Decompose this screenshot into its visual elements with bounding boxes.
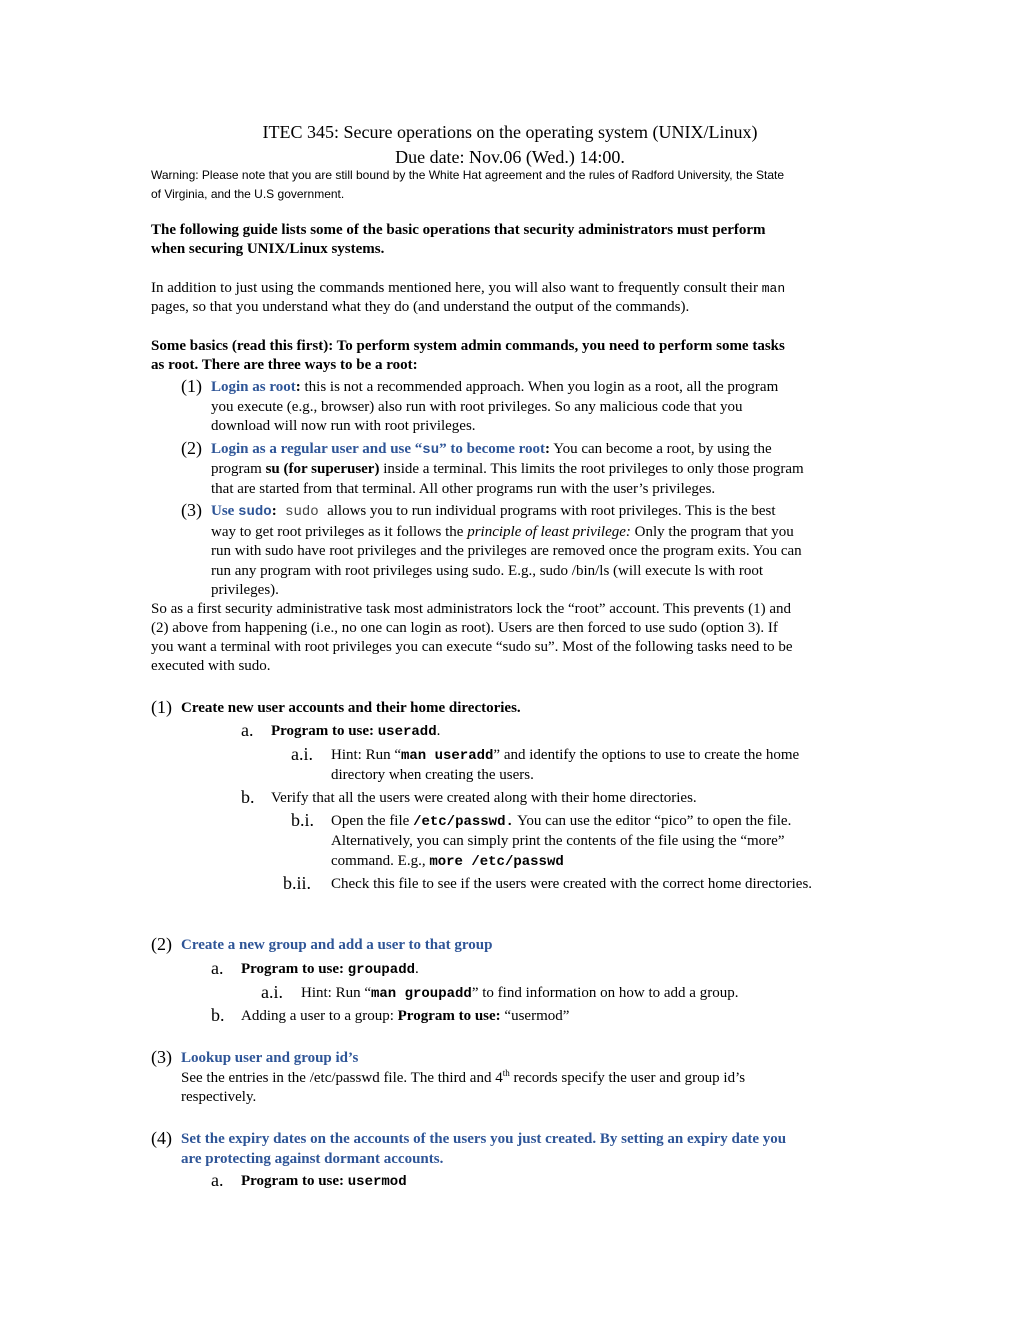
- task2-number: (2): [151, 934, 172, 954]
- basics-item1-number: (1): [181, 376, 202, 396]
- guide-line-2: when securing UNIX/Linux systems.: [151, 241, 385, 257]
- task4-a-label: a.: [211, 1170, 224, 1190]
- task2-a-text: Program to use: groupadd.: [241, 961, 419, 978]
- task1-ai-line1: Hint: Run “man useradd” and identify the options to use to create the home: [331, 747, 800, 764]
- task1-bii-text: Check this file to see if the users were created with the correct home directories.: [331, 876, 813, 892]
- summary-line-3: you want a terminal with root privileges you can execute “sudo su”. Most of the following tasks need to be: [151, 639, 793, 655]
- task1-bi-line1: Open the file /etc/passwd. You can use the editor “pico” to open the file.: [331, 813, 792, 830]
- page-title: ITEC 345: Secure operations on the operating system (UNIX/Linux): [262, 122, 758, 142]
- basics-item3-line2: way to get root privileges as it follows the principle of least privilege: Only the program that you: [211, 524, 794, 540]
- basics-item2-number: (2): [181, 438, 202, 458]
- task4-title-2: are protecting against dormant accounts.: [181, 1151, 444, 1167]
- task2-title: Create a new group and add a user to that group: [181, 937, 493, 953]
- task4-a-text: Program to use: usermod: [241, 1173, 407, 1190]
- task1-b-label: b.: [241, 787, 255, 807]
- task2-b-label: b.: [211, 1005, 225, 1025]
- task1-bii-label: b.ii.: [283, 873, 312, 893]
- summary-line-1: So as a first security administrative task most administrators lock the “root” account. This prevents (1) and: [151, 601, 791, 617]
- man-code: man: [761, 281, 786, 296]
- task3-line1: See the entries in the /etc/passwd file. The third and 4th records specify the user and group id’s: [181, 1068, 746, 1086]
- task1-bi-label: b.i.: [291, 810, 315, 830]
- basics-item2-line2: program su (for superuser) inside a terminal. This limits the root privileges to only those program: [211, 461, 804, 477]
- task1-ai-line2: directory when creating the users.: [331, 767, 534, 783]
- summary-line-2: (2) above from happening (i.e., no one can login as root). Users are then forced to use sudo (option 3). If: [151, 620, 778, 636]
- summary-line-4: executed with sudo.: [151, 658, 271, 674]
- task1-number: (1): [151, 697, 172, 717]
- guide-line-1: The following guide lists some of the basic operations that security administrators must perform: [151, 222, 766, 238]
- task3-line2: respectively.: [181, 1089, 257, 1105]
- basics-heading-2: as root. There are three ways to be a root:: [151, 357, 418, 373]
- basics-item3-line5: privileges).: [211, 582, 279, 598]
- basics-item3-line3: run with sudo have root privileges and the privileges are removed once the program exits. You can: [211, 543, 802, 559]
- due-date: Due date: Nov.06 (Wed.) 14:00.: [395, 147, 625, 167]
- task3-title: Lookup user and group id’s: [181, 1050, 359, 1066]
- consult-line-2: pages, so that you understand what they do (and understand the output of the commands).: [151, 299, 690, 315]
- task1-ai-label: a.i.: [291, 744, 313, 764]
- task1-title: Create new user accounts and their home directories.: [181, 700, 521, 716]
- warning-line-2: of Virginia, and the U.S government.: [151, 187, 345, 201]
- task3-number: (3): [151, 1047, 172, 1067]
- task4-number: (4): [151, 1128, 172, 1148]
- task2-a-label: a.: [211, 958, 224, 978]
- warning-line-1: Warning: Please note that you are still bound by the White Hat agreement and the rules of Radford University, the State: [151, 168, 785, 182]
- task2-ai-label: a.i.: [261, 982, 283, 1002]
- task2-b-text: Adding a user to a group: Program to use: “usermod”: [241, 1008, 570, 1024]
- basics-item3-line1: Use sudo: sudo allows you to run individual programs with root privileges. This is the best: [211, 503, 776, 520]
- basics-item1-line1: Login as root: this is not a recommended approach. When you login as a root, all the program: [211, 379, 779, 395]
- task1-bi-line3: command. E.g., more /etc/passwd: [331, 853, 564, 870]
- task4-title-1: Set the expiry dates on the accounts of the users you just created. By setting an expiry date you: [181, 1131, 787, 1147]
- basics-item3-line4: run any program with root privileges using sudo. E.g., sudo /bin/ls (will execute ls with root: [211, 563, 764, 579]
- consult-line-1: In addition to just using the commands mentioned here, you will also want to frequently consult their man: [151, 280, 786, 296]
- task2-ai-text: Hint: Run “man groupadd” to find information on how to add a group.: [301, 985, 739, 1002]
- basics-heading-1: Some basics (read this first): To perform system admin commands, you need to perform some tasks: [151, 338, 785, 354]
- task1-a-label: a.: [241, 720, 254, 740]
- task1-b-text: Verify that all the users were created along with their home directories.: [271, 790, 697, 806]
- task1-bi-line2: Alternatively, you can simply print the contents of the file using the “more”: [331, 833, 785, 849]
- basics-item3-number: (3): [181, 500, 202, 520]
- basics-item2-line3: that are started from that terminal. All other programs run with the user’s privileges.: [211, 481, 716, 497]
- task1-a-text: Program to use: useradd.: [271, 723, 441, 740]
- basics-item1-line3: download will now run with root privileges.: [211, 418, 476, 434]
- basics-item2-line1: Login as a regular user and use “su” to become root: You can become a root, by using the: [211, 441, 772, 458]
- basics-item1-line2: you execute (e.g., browser) also run with root privileges. So any malicious code that you: [211, 399, 743, 415]
